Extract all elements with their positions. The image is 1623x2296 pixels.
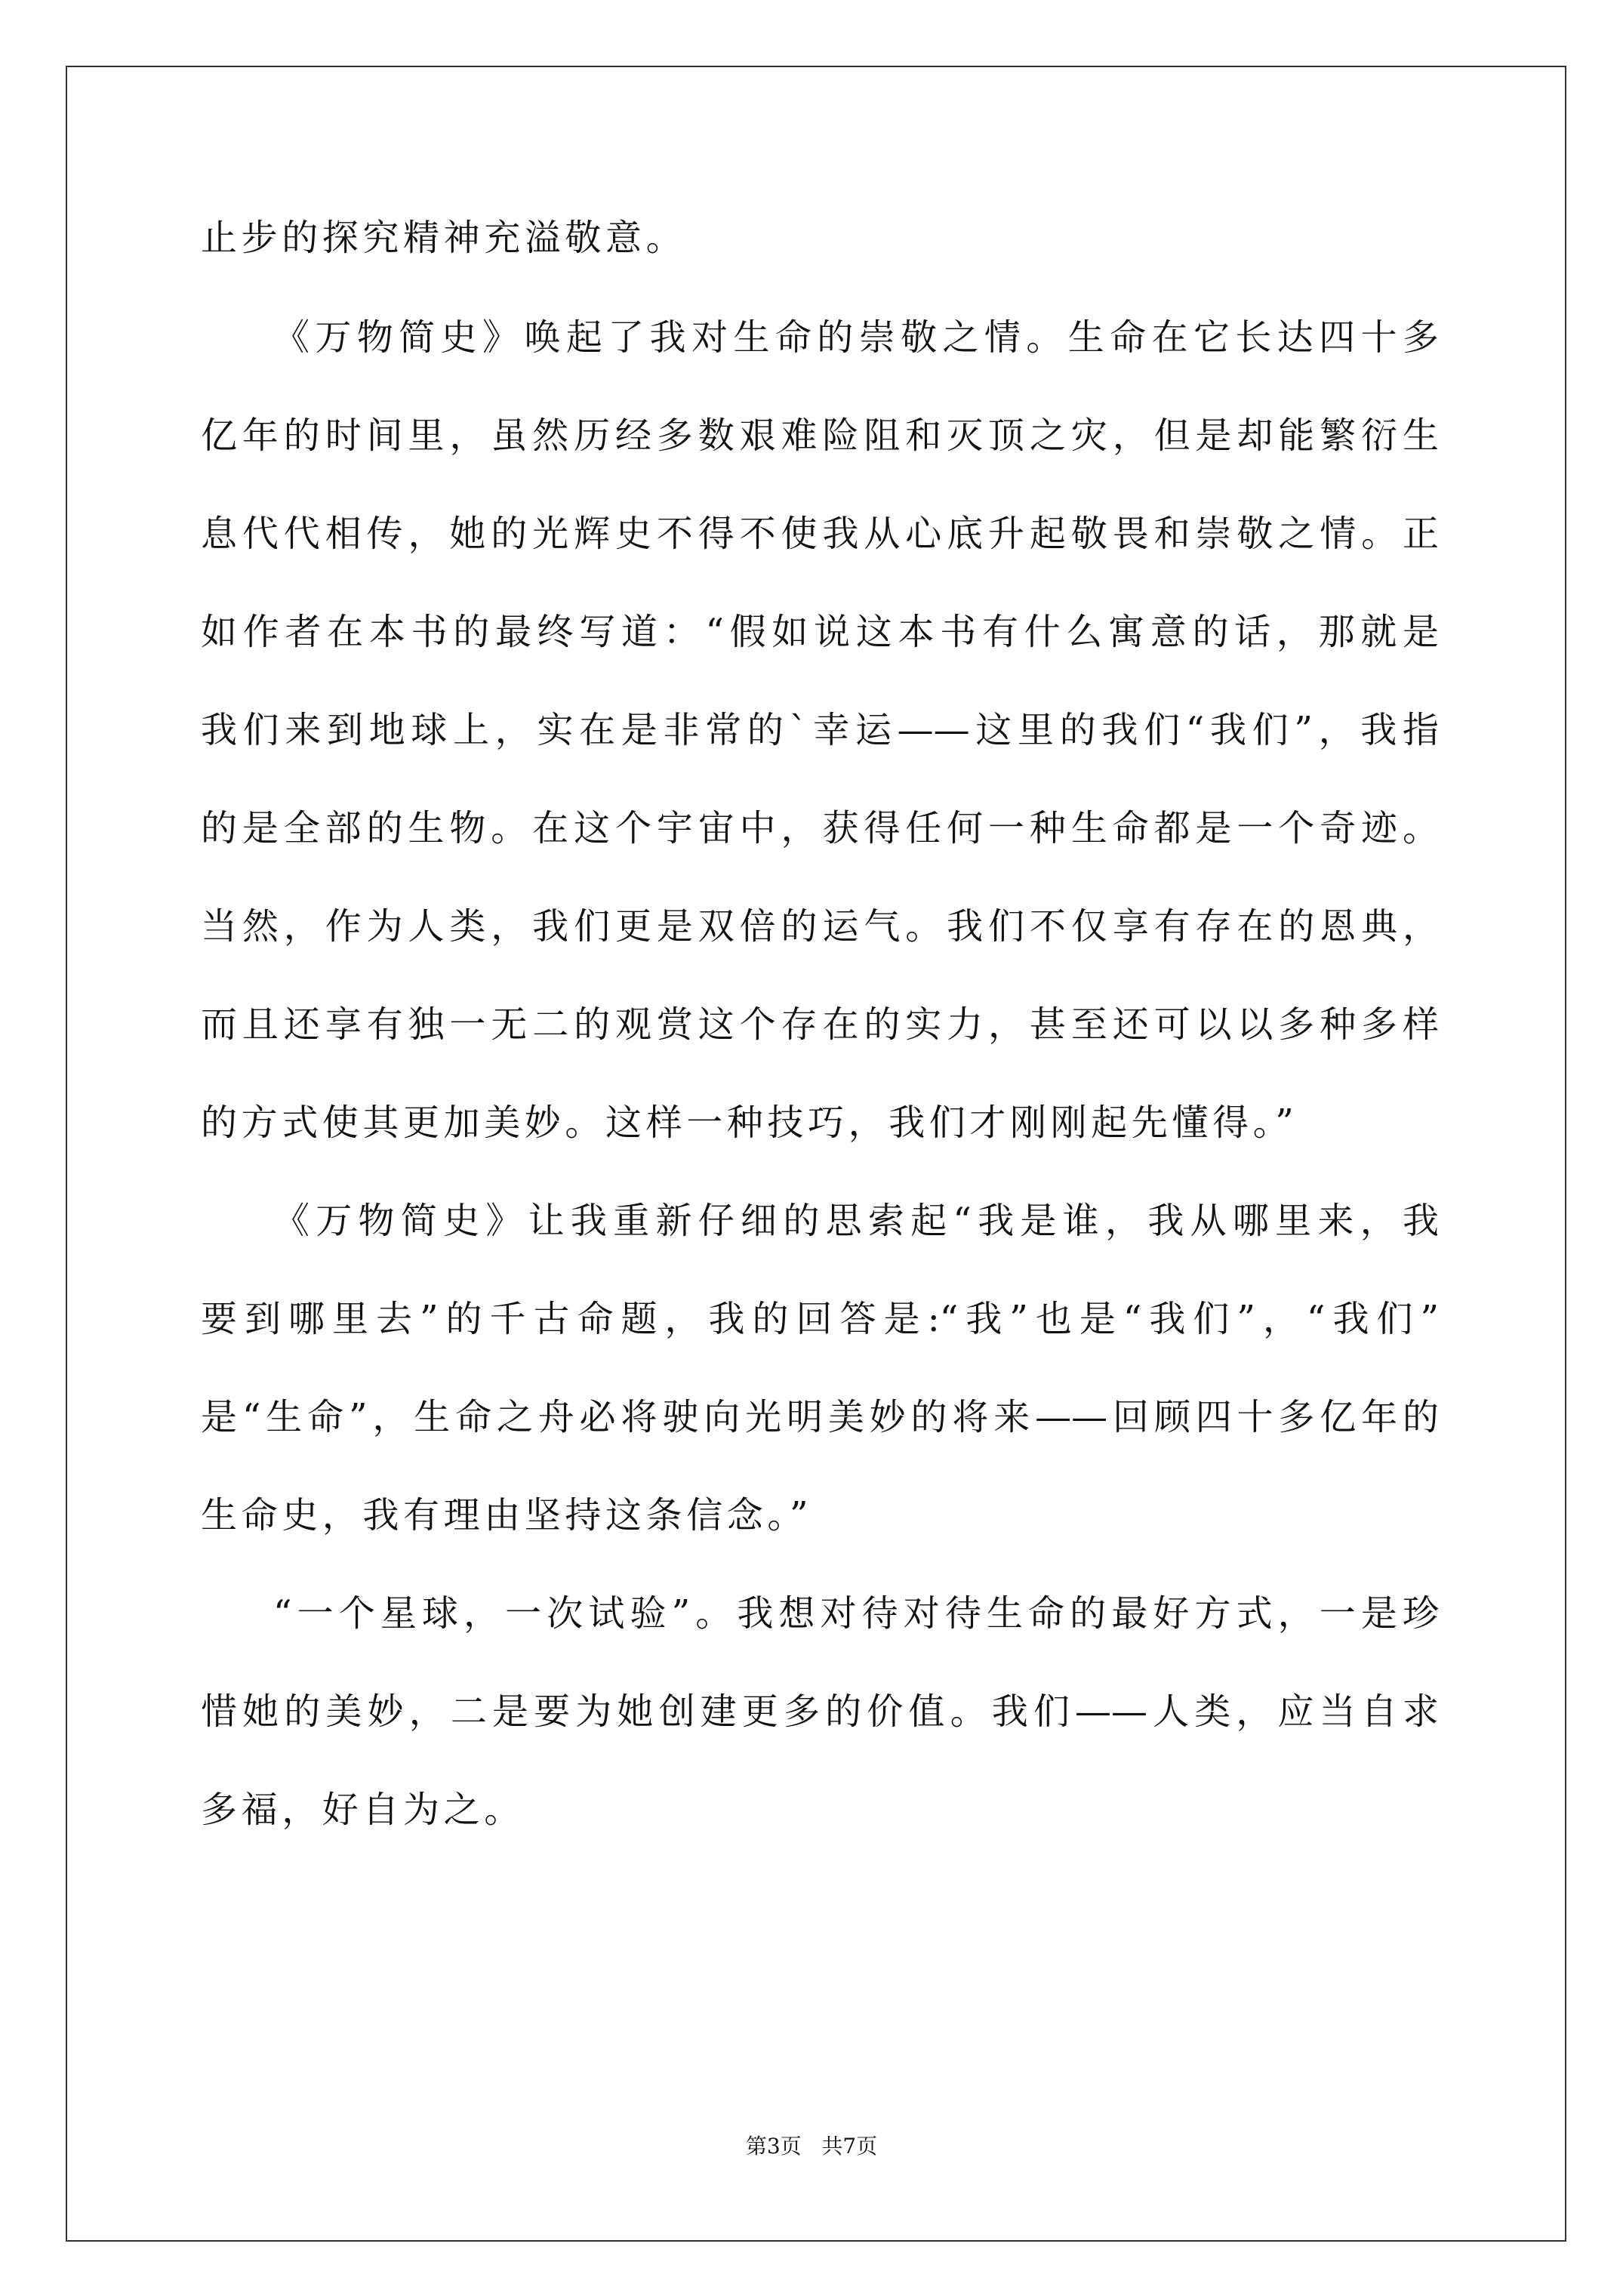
text-line: 生命史，我有理由坚持这条信念。” <box>201 1494 813 1536</box>
text-line: 《万物简史》让我重新仔细的思索起“我是谁，我从哪里来，我 <box>273 1200 1439 1242</box>
text-line: 我们来到地球上，实在是非常的`幸运——这里的我们“我们”，我指 <box>201 709 1439 751</box>
text-line: 如作者在本书的最终写道：“假如说这本书有什么寓意的话，那就是 <box>201 611 1439 653</box>
text-line: 止步的探究精神充溢敬意。 <box>201 217 687 259</box>
page-number-footer: 第3页 共7页 <box>745 2134 878 2159</box>
text-line: 亿年的时间里，虽然历经多数艰难险阻和灭顶之灾，但是却能繁衍生 <box>201 415 1439 457</box>
text-line: 当然，作为人类，我们更是双倍的运气。我们不仅享有存在的恩典， <box>201 905 1439 948</box>
text-line: “一个星球，一次试验”。我想对待对待生命的最好方式，一是珍 <box>273 1592 1439 1635</box>
text-line: 而且还享有独一无二的观赏这个存在的实力，甚至还可以以多种多样 <box>201 1003 1439 1046</box>
text-line: 的是全部的生物。在这个宇宙中，获得任何一种生命都是一个奇迹。 <box>201 807 1439 849</box>
text-line: 息代代相传，她的光辉史不得不使我从心底升起敬畏和崇敬之情。正 <box>201 513 1439 555</box>
text-line: 要到哪里去”的千古命题，我的回答是:“我”也是“我们”，“我们” <box>201 1298 1439 1340</box>
text-line: 多福，好自为之。 <box>201 1789 525 1831</box>
text-line: 惜她的美妙，二是要为她创建更多的价值。我们——人类，应当自求 <box>201 1690 1439 1733</box>
text-line: 《万物简史》唤起了我对生命的崇敬之情。生命在它长达四十多 <box>273 316 1439 359</box>
text-line: 的方式使其更加美妙。这样一种技巧，我们才刚刚起先懂得。” <box>201 1102 1298 1144</box>
page-border <box>66 66 1566 2242</box>
text-line: 是“生命”，生命之舟必将驶向光明美妙的将来——回顾四十多亿年的 <box>201 1396 1439 1438</box>
